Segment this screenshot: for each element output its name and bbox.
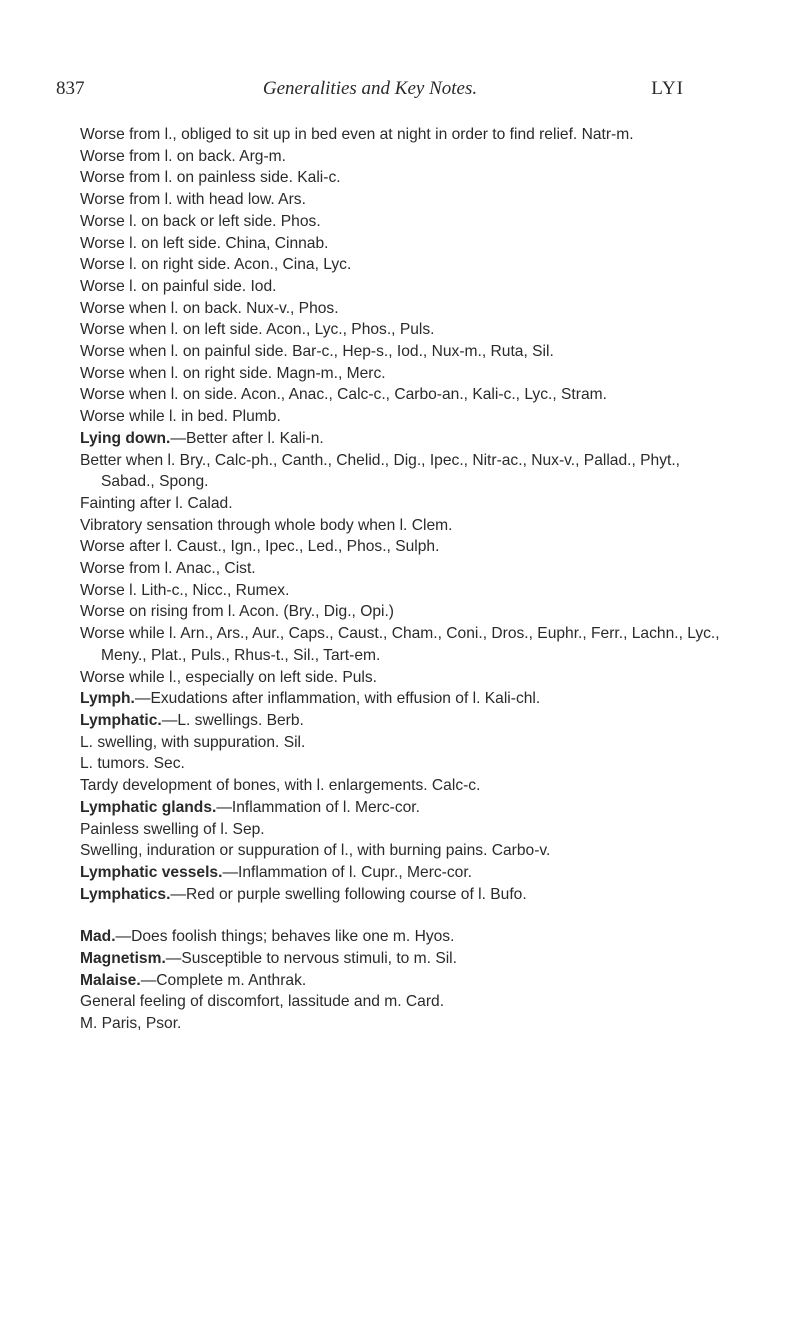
entry-text: Vibratory sensation through whole body when l. Clem. <box>80 516 453 534</box>
rubric-entry <box>80 710 720 732</box>
sub-entry <box>80 775 720 797</box>
entry-text: Worse when l. on side. Acon., Anac., Calc-c., Carbo-an., Kali-c., Lyc., Stram. <box>80 386 607 404</box>
sub-entry <box>80 753 720 775</box>
entry-text: Worse from l. on back. Arg-m. <box>80 147 286 165</box>
entry-text: Worse when l. on painful side. Bar-c., Hep-s., Iod., Nux-m., Ruta, Sil. <box>80 343 554 361</box>
sub-entry <box>80 580 720 602</box>
entry-text: Worse on rising from l. Acon. (Bry., Dig., Opi.) <box>80 603 394 621</box>
sub-entry <box>80 1013 720 1035</box>
entry-text: Worse when l. on back. Nux-v., Phos. <box>80 299 339 317</box>
sub-entry <box>80 819 720 841</box>
sub-entry <box>80 406 720 428</box>
entry-text: —Better after l. Kali-n. <box>170 429 324 447</box>
rubric-term: Magnetism. <box>80 950 166 968</box>
entry-text: Worse when l. on right side. Magn-m., Merc. <box>80 364 386 382</box>
sub-entry <box>80 450 720 493</box>
sub-entry <box>80 167 720 189</box>
entry-text: L. tumors. Sec. <box>80 755 185 773</box>
entry-text: Worse while l. in bed. Plumb. <box>80 408 281 426</box>
entry-text: General feeling of discomfort, lassitude and m. Card. <box>80 993 445 1011</box>
rubric-term: Lymphatic. <box>80 711 162 729</box>
sub-entry <box>80 667 720 689</box>
running-header <box>56 78 684 102</box>
sub-entry <box>80 189 720 211</box>
page-number: 837 <box>56 78 85 99</box>
rubric-term: Malaise. <box>80 971 141 989</box>
entry-text: Worse l. on right side. Acon., Cina, Lyc. <box>80 256 352 274</box>
entry-text: Worse l. on painful side. Iod. <box>80 277 277 295</box>
entry-text: —Red or purple swelling following course of l. Bufo. <box>170 885 527 903</box>
entry-text: Tardy development of bones, with l. enlargements. Calc-c. <box>80 777 481 795</box>
rubric-term: Lymphatic glands. <box>80 798 217 816</box>
entry-text: Worse from l. with head low. Ars. <box>80 191 306 209</box>
rubric-term: Lying down. <box>80 429 171 447</box>
sub-entry <box>80 623 720 666</box>
sub-entry <box>80 732 720 754</box>
sub-entry <box>80 341 720 363</box>
entry-text: Worse l. on back or left side. Phos. <box>80 212 321 230</box>
rubric-entry <box>80 884 720 906</box>
sub-entry <box>80 840 720 862</box>
entry-text: Worse after l. Caust., Ign., Ipec., Led., Phos., Sulph. <box>80 538 440 556</box>
entry-text: Worse while l. Arn., Ars., Aur., Caps., Caust., Cham., Coni., Dros., Euphr., Ferr., Lachn., Lyc., Meny., Plat., Puls., Rhus-t., Sil., Tart-em. <box>80 625 720 664</box>
sub-entry <box>80 124 720 146</box>
rubric-entry <box>80 862 720 884</box>
entry-text: Painless swelling of l. Sep. <box>80 820 265 838</box>
entry-text: —Does foolish things; behaves like one m. Hyos. <box>115 928 455 946</box>
sub-entry <box>80 558 720 580</box>
rubric-term: Mad. <box>80 928 116 946</box>
entry-text: Worse when l. on left side. Acon., Lyc., Phos., Puls. <box>80 321 435 339</box>
running-title: Generalities and Key Notes. <box>262 78 478 99</box>
sub-entry <box>80 298 720 320</box>
rubric-term: Lymphatic vessels. <box>80 863 223 881</box>
entry-text: L. swelling, with suppuration. Sil. <box>80 733 306 751</box>
rubric-entry <box>80 970 720 992</box>
rubric-entry <box>80 688 720 710</box>
sub-entry <box>80 536 720 558</box>
entry-text: M. Paris, Psor. <box>80 1015 182 1033</box>
entry-text: —Susceptible to nervous stimuli, to m. Sil. <box>165 950 457 968</box>
entry-text: Worse l. Lith-c., Nicc., Rumex. <box>80 581 290 599</box>
sub-entry <box>80 319 720 341</box>
sub-entry <box>80 363 720 385</box>
rubric-term: Lymph. <box>80 690 135 708</box>
sub-entry <box>80 601 720 623</box>
section-gap <box>80 905 720 926</box>
rubric-term: Lymphatics. <box>80 885 171 903</box>
entry-text: Swelling, induration or suppuration of l., with burning pains. Carbo-v. <box>80 842 551 860</box>
entry-text: Worse from l., obliged to sit up in bed even at night in order to find relief. Natr-m. <box>80 126 634 143</box>
entry-text: —Complete m. Anthrak. <box>140 971 307 989</box>
rubric-entry <box>80 948 720 970</box>
entry-text: Worse from l. Anac., Cist. <box>80 560 256 578</box>
rubric-entry <box>80 428 720 450</box>
section-mark: LYI <box>651 78 684 99</box>
sub-entry <box>80 493 720 515</box>
sub-entry <box>80 254 720 276</box>
sub-entry <box>80 515 720 537</box>
entry-text: —Exudations after inflammation, with effusion of l. Kali-chl. <box>134 690 541 708</box>
sub-entry <box>80 276 720 298</box>
rubric-entry <box>80 797 720 819</box>
entry-list <box>80 124 720 1035</box>
sub-entry <box>80 991 720 1013</box>
entry-text: Worse from l. on painless side. Kali-c. <box>80 169 341 187</box>
rubric-entry <box>80 926 720 948</box>
entry-text: Better when l. Bry., Calc-ph., Canth., Chelid., Dig., Ipec., Nitr-ac., Nux-v., Pallad., Phyt., Sabad., Spong. <box>80 451 681 491</box>
sub-entry <box>80 233 720 255</box>
entry-text: Worse l. on left side. China, Cinnab. <box>80 234 329 252</box>
entry-text: —Inflammation of l. Merc-cor. <box>216 798 420 816</box>
entry-text: —L. swellings. Berb. <box>161 711 304 729</box>
entry-text: Worse while l., especially on left side. Puls. <box>80 668 377 686</box>
sub-entry <box>80 146 720 168</box>
entry-text: —Inflammation of l. Cupr., Merc-cor. <box>222 863 473 881</box>
sub-entry <box>80 384 720 406</box>
sub-entry <box>80 211 720 233</box>
entry-text: Fainting after l. Calad. <box>80 494 233 512</box>
